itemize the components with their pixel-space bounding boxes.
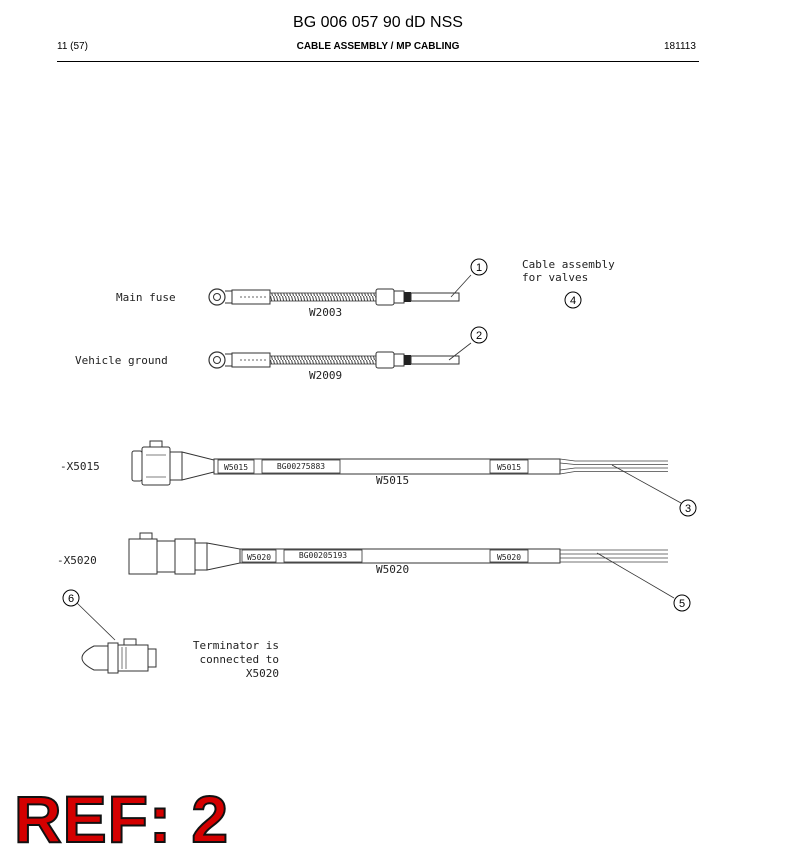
cable-w2003	[209, 259, 487, 305]
w5015-tag-right: W5015	[496, 463, 522, 472]
x5015-connector-label: -X5015	[60, 460, 100, 473]
w5020-part-number: BG00205193	[298, 551, 348, 560]
terminator-note-line1: Terminator is	[192, 639, 279, 652]
section-title: CABLE ASSEMBLY / MP CABLING	[296, 41, 460, 52]
page-number: 11 (57)	[57, 41, 88, 52]
callout-4-number: 4	[569, 295, 577, 307]
w2009-cable-label: W2009	[309, 369, 343, 382]
callout-5-number: 5	[678, 598, 686, 610]
assembly-note-line1: Cable assembly	[522, 258, 615, 271]
cable-w2009	[209, 327, 487, 368]
terminator-note-line2: connected to	[199, 653, 279, 666]
document-number: BG 006 057 90 dD NSS	[293, 14, 463, 31]
callout-3-number: 3	[684, 503, 692, 515]
cable-w5015	[132, 441, 696, 516]
ring-terminal	[209, 289, 225, 305]
document-date: 181113	[664, 41, 696, 52]
braided-sleeve	[270, 293, 376, 301]
w5020-tag-right: W5020	[496, 553, 522, 562]
callout-2-number: 2	[475, 330, 483, 342]
x5015-connector-body	[142, 447, 170, 485]
ref-stamp: REF: 2	[14, 782, 230, 856]
terminator	[63, 590, 156, 673]
w5020-tag-left: W5020	[246, 553, 272, 562]
w2003-cable-label: W2003	[309, 306, 343, 319]
vehicle-ground-label: Vehicle ground	[75, 354, 168, 367]
terminator-note-line3: X5020	[245, 667, 279, 680]
x5020-connector-body	[129, 539, 157, 574]
ring-terminal	[209, 352, 225, 368]
w5020-cable-label: W5020	[376, 563, 410, 576]
w5015-cable-label: W5015	[376, 474, 410, 487]
callout-6-number: 6	[67, 593, 75, 605]
w5015-part-number: BG00275883	[276, 462, 326, 471]
cable-end-cap	[404, 292, 411, 302]
cable-end-cap	[404, 355, 411, 365]
braided-sleeve	[270, 356, 376, 364]
w5015-tag-left: W5015	[223, 463, 249, 472]
cable-w5020	[129, 533, 690, 611]
callout-1-number: 1	[475, 262, 483, 274]
x5020-connector-label: -X5020	[57, 554, 97, 567]
main-fuse-label: Main fuse	[116, 291, 176, 304]
assembly-note-line2: for valves	[522, 271, 589, 284]
